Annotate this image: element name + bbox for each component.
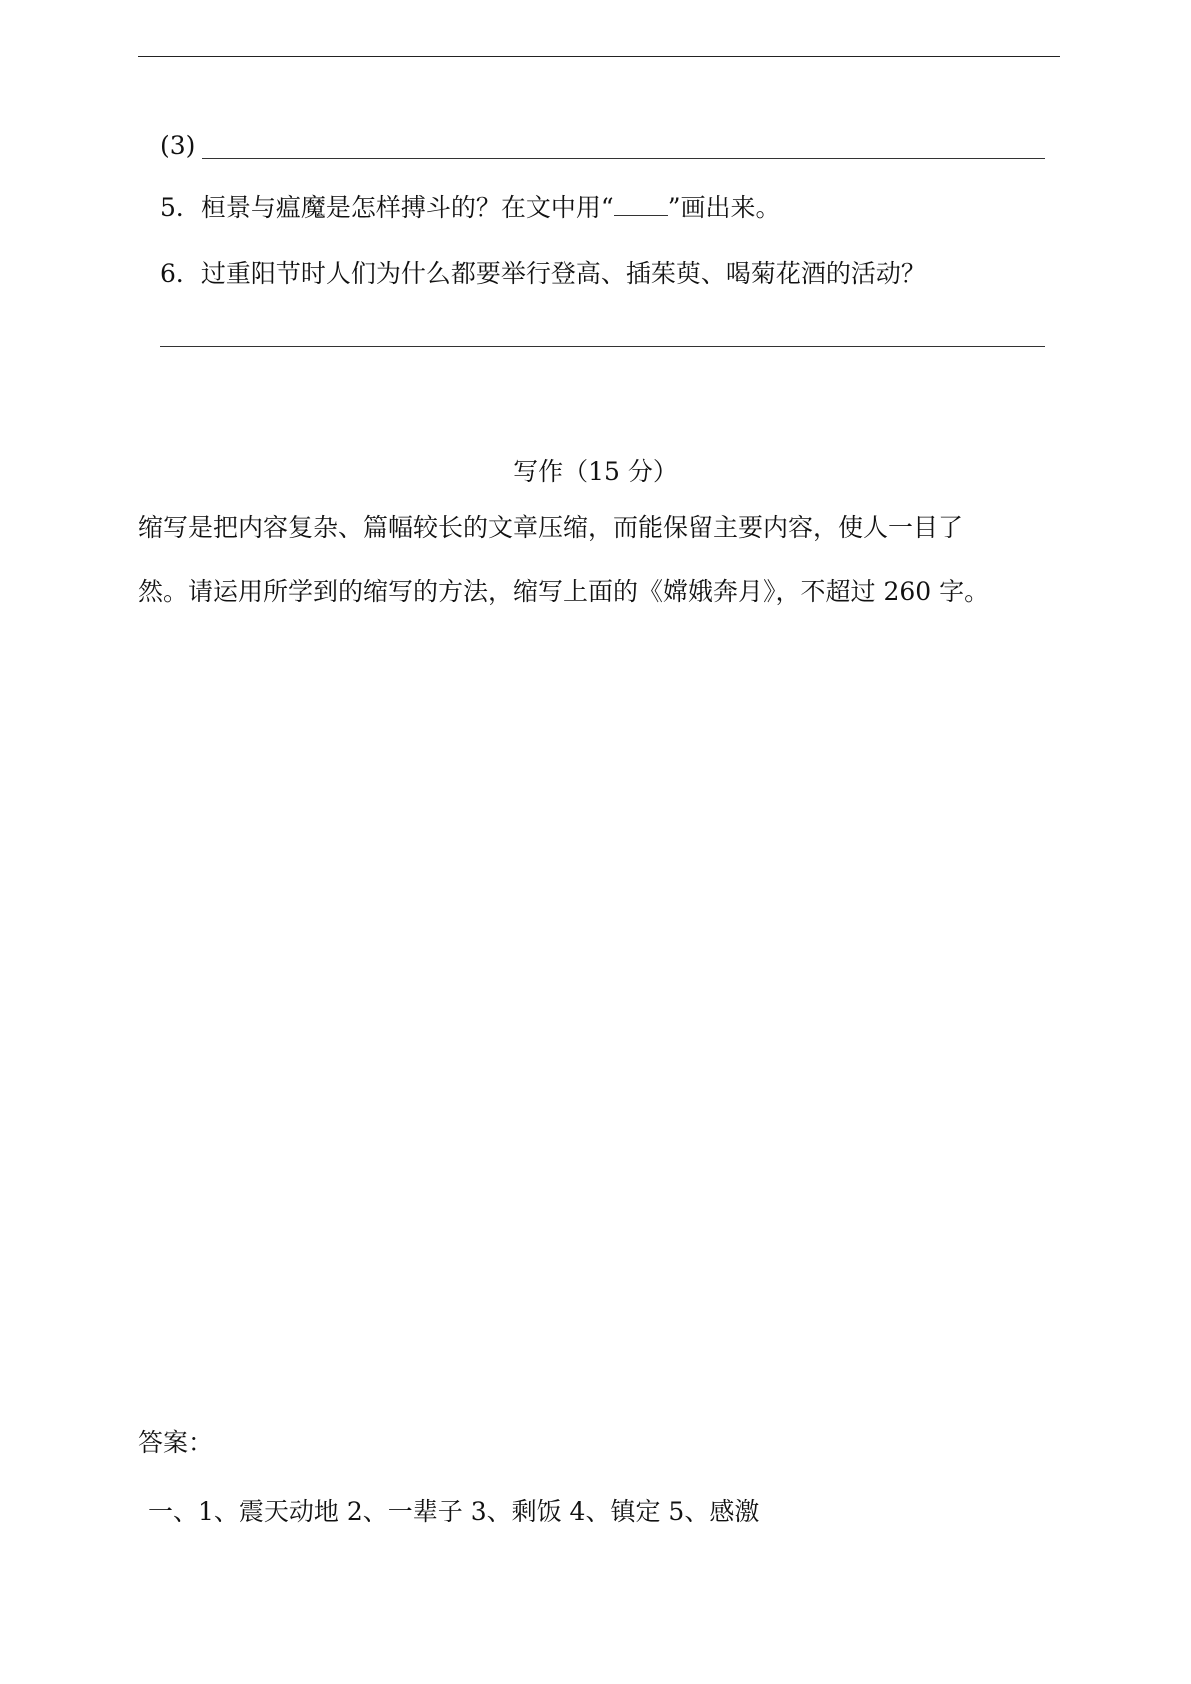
question-5-text-after: ”画出来。	[667, 193, 781, 222]
answers-line-1: 一、1、震天动地 2、一辈子 3、剩饭 4、镇定 5、感激	[148, 1497, 760, 1526]
question-5	[160, 192, 780, 224]
question-3-label: (3)	[160, 131, 196, 160]
writing-instructions-line-1: 缩写是把内容复杂、篇幅较长的文章压缩，而能保留主要内容，使人一目了	[138, 513, 964, 542]
question-6-answer-line[interactable]	[160, 346, 1045, 347]
writing-instructions	[138, 496, 1060, 624]
answers-heading: 答案：	[138, 1428, 214, 1457]
writing-instructions-line-2: 然。请运用所学到的缩写的方法，缩写上面的《嫦娥奔月》，不超过 260 字。	[138, 577, 990, 606]
question-5-blank	[614, 193, 668, 216]
writing-section-title: 写作（15 分）	[513, 457, 678, 486]
header-rule	[138, 56, 1060, 57]
question-6: 6．过重阳节时人们为什么都要举行登高、插茱萸、喝菊花酒的活动？	[160, 259, 926, 288]
question-3-answer-line[interactable]	[202, 158, 1045, 159]
question-5-text-before: 5．桓景与瘟魔是怎样搏斗的？在文中用“	[160, 193, 614, 222]
